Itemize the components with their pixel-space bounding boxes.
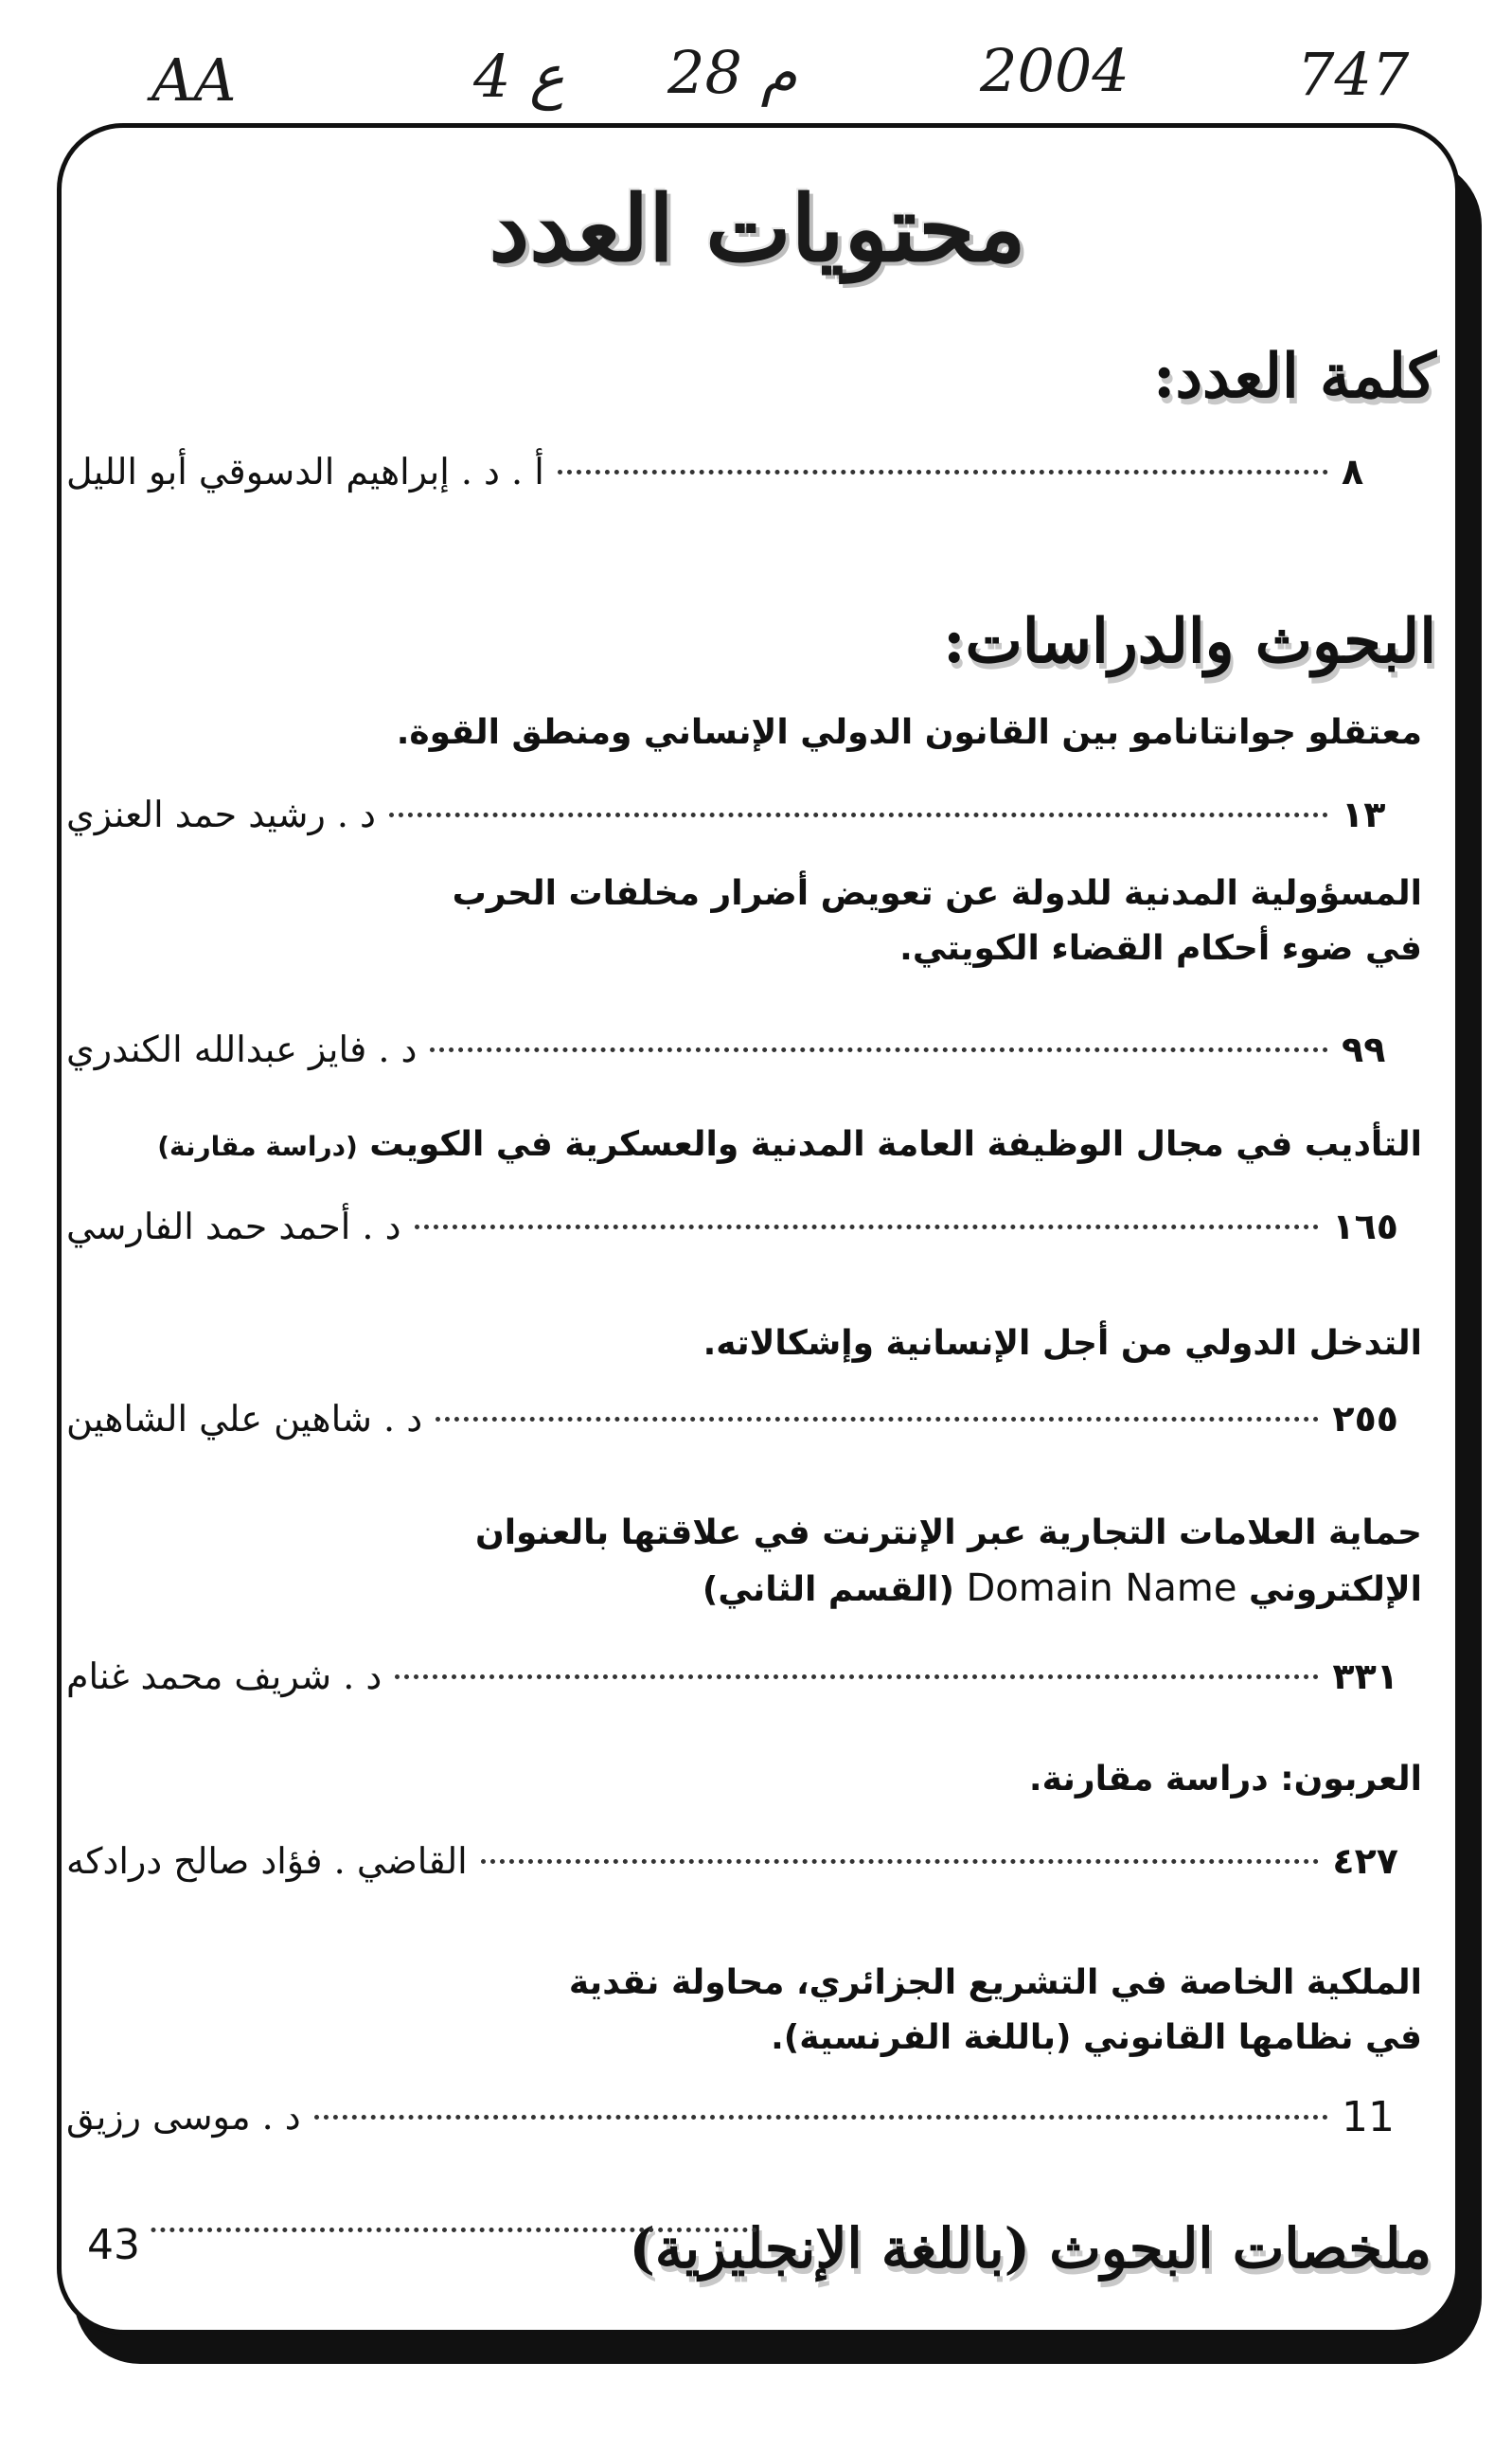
entry-page-number: ١٣ bbox=[1342, 794, 1386, 835]
handwritten-note: 4 ع bbox=[473, 42, 565, 111]
section-heading-editorial: كلمة العدد: bbox=[1152, 341, 1436, 412]
entry-page-number: 11 bbox=[1342, 2092, 1395, 2141]
article-title: حماية العلامات التجارية عبر الإنترنت في علاقتها بالعنوان الإلكتروني Domain Name (القسم الثاني) bbox=[474, 1513, 1422, 1610]
toc-entry[interactable] bbox=[66, 1390, 1398, 1447]
entry-author: القاضي . فؤاد صالح درادكه bbox=[66, 1840, 468, 1882]
dot-leader bbox=[395, 1674, 1319, 1679]
dot-leader bbox=[389, 813, 1328, 817]
toc-entry[interactable] bbox=[66, 2088, 1398, 2145]
dot-leader bbox=[314, 2115, 1328, 2120]
dot-leader bbox=[415, 1225, 1320, 1229]
article-title: العربون: دراسة مقارنة. bbox=[1028, 1760, 1422, 1799]
entry-author: أ . د . إبراهيم الدسوقي أبو الليل bbox=[66, 451, 544, 492]
toc-entry[interactable] bbox=[66, 786, 1398, 843]
handwritten-note: 28 م bbox=[667, 38, 797, 107]
article-title: التأديب في مجال الوظيفة العامة المدنية والعسكرية في الكويت (دراسة مقارنة) bbox=[157, 1125, 1422, 1164]
entry-page-number: ٩٩ bbox=[1342, 1029, 1386, 1070]
toc-entry[interactable] bbox=[66, 1648, 1398, 1705]
dot-leader bbox=[436, 1417, 1319, 1422]
dot-leader bbox=[95, 2228, 757, 2232]
entry-page-number: ٨ bbox=[1342, 451, 1364, 492]
dot-leader bbox=[430, 1047, 1328, 1052]
article-title: المسؤولية المدنية للدولة عن تعويض أضرار مخلفات الحرب في ضوء أحكام القضاء الكويتي. bbox=[452, 874, 1422, 968]
entry-author: د . شريف محمد غنام bbox=[66, 1656, 382, 1697]
article-title: الملكية الخاصة في التشريع الجزائري، محاولة نقدية في نظامها القانوني (باللغة الفرنسية). bbox=[568, 1963, 1422, 2057]
entry-page-number: ٤٢٧ bbox=[1332, 1840, 1398, 1882]
section-heading-research: البحوث والدراسات: bbox=[943, 606, 1436, 677]
entry-author: د . أحمد حمد الفارسي bbox=[66, 1206, 401, 1247]
entry-page-number: ٢٥٥ bbox=[1332, 1398, 1398, 1440]
toc-entry[interactable] bbox=[66, 1833, 1398, 1889]
toc-entry[interactable] bbox=[66, 1198, 1398, 1255]
entry-author: د . رشيد حمد العنزي bbox=[66, 794, 376, 835]
article-title: التدخل الدولي من أجل الإنسانية وإشكالاته. bbox=[703, 1324, 1422, 1363]
entry-author: د . فايز عبدالله الكندري bbox=[66, 1029, 418, 1070]
toc-entry[interactable] bbox=[66, 1021, 1398, 1078]
abstracts-page-number: 43 bbox=[87, 2221, 150, 2269]
handwritten-note: AA bbox=[151, 45, 237, 115]
section-heading-abstracts[interactable]: ملخصات البحوث (باللغة الإنجليزية) bbox=[629, 2216, 1432, 2281]
entry-author: د . شاهين علي الشاهين bbox=[66, 1398, 423, 1440]
dot-leader bbox=[481, 1859, 1320, 1864]
handwritten-note: 2004 bbox=[980, 36, 1130, 105]
entry-page-number: ١٦٥ bbox=[1332, 1206, 1398, 1247]
article-title: معتقلو جوانتانامو بين القانون الدولي الإنساني ومنطق القوة. bbox=[396, 713, 1422, 752]
entry-author: د . موسى رزيق bbox=[66, 2096, 301, 2138]
entry-page-number: ٣٣١ bbox=[1332, 1656, 1398, 1697]
page-title: محتويات العدد bbox=[489, 175, 1026, 282]
handwritten-note: 747 bbox=[1297, 40, 1410, 109]
toc-entry[interactable] bbox=[66, 443, 1398, 500]
dot-leader bbox=[558, 470, 1328, 474]
